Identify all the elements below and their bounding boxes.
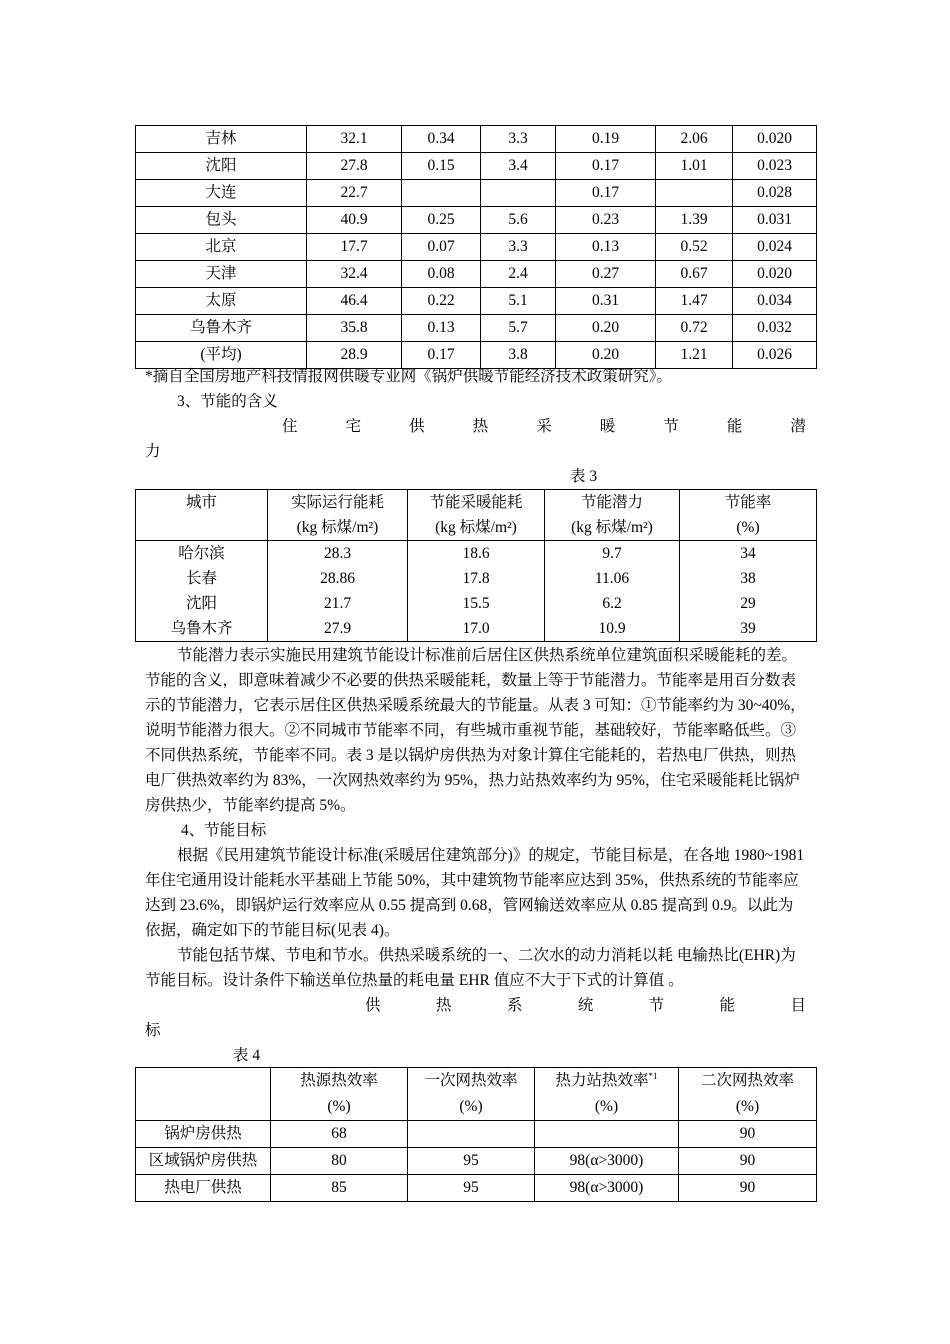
value-cell	[535, 1121, 679, 1148]
value-cell	[481, 180, 556, 207]
header-line-2: (%)	[459, 1098, 483, 1115]
column-header	[408, 1068, 535, 1121]
paragraph-energy-saving-meaning: 节能潜力表示实施民用建筑节能设计标准前后居住区供热系统单位建筑面积采暖能耗的差。节能的含义，即意味着减少不必要的供热采暖能耗，数量上等于节能潜力。节能率是用百分数表示的节能潜力，它表示居住区供热采暖系统最大的节能量。从表 3 可知：①节能率约为 30~40%，说明节能潜力很大。②不同城市节能率不同，有些城市重视节能，基础较好，节能率略低些。③不同供热系统，节能率不同。表 3 是以锅炉房供热为对象计算住宅能耗的，若热电厂供热，则热电厂供热效率约为 83%，一次网热效率约为 95%，热力站热效率约为 95%，住宅采暖能耗比锅炉房供热少，节能率约提高 5%。	[145, 647, 806, 814]
title-char: 供	[365, 997, 381, 1014]
title-char: 潜	[790, 418, 806, 435]
table-row	[136, 541, 817, 567]
value-cell: 3.4	[481, 153, 556, 180]
header-line-1: 热源热效率	[300, 1072, 378, 1089]
table-row	[136, 591, 817, 616]
value-cell: 40.9	[307, 207, 402, 234]
table-4-title-tail: 标	[145, 1022, 161, 1039]
column-header	[268, 490, 408, 541]
value-cell: 11.06	[545, 566, 680, 591]
value-cell: 0.08	[402, 261, 481, 288]
value-cell	[402, 180, 481, 207]
value-cell: 98(α>3000)	[535, 1175, 679, 1202]
header-line-1: 节能采暖能耗	[429, 494, 523, 511]
table-row	[136, 234, 817, 261]
header-line-1: 节能率	[724, 494, 772, 511]
header-line-2	[136, 515, 267, 540]
value-cell: 0.27	[556, 261, 656, 288]
title-char: 采	[536, 418, 552, 435]
header-line-1: 一次网热效率	[424, 1072, 518, 1089]
table-row	[136, 1175, 817, 1202]
table-4	[135, 1067, 817, 1202]
value-cell: 0.024	[733, 234, 817, 261]
table-row	[136, 566, 817, 591]
value-cell: 98(α>3000)	[535, 1148, 679, 1175]
value-cell: 0.19	[556, 126, 656, 153]
title-char: 节	[663, 418, 679, 435]
value-cell: 1.39	[656, 207, 733, 234]
value-cell: 0.17	[402, 342, 481, 369]
value-cell: 0.31	[556, 288, 656, 315]
table-row	[136, 1121, 817, 1148]
value-cell: 10.9	[545, 616, 680, 642]
value-cell: 34	[680, 541, 817, 567]
value-cell: 85	[271, 1175, 408, 1202]
column-header	[136, 490, 268, 541]
column-header	[545, 490, 680, 541]
title-char: 目	[790, 997, 806, 1014]
value-cell: 0.23	[556, 207, 656, 234]
value-cell: 2.06	[656, 126, 733, 153]
title-char: 住	[282, 418, 298, 435]
city-cell: 吉林	[136, 126, 307, 153]
city-cell: 包头	[136, 207, 307, 234]
value-cell: 17.8	[408, 566, 545, 591]
table-3-label: 表 3	[570, 468, 598, 485]
city-cell: 北京	[136, 234, 307, 261]
title-char: 暖	[599, 418, 616, 435]
header-line-1: 城市	[185, 494, 217, 511]
value-cell: 32.1	[307, 126, 402, 153]
value-cell: 46.4	[307, 288, 402, 315]
value-cell	[408, 1121, 535, 1148]
table-row	[136, 261, 817, 288]
value-cell: 0.25	[402, 207, 481, 234]
column-header	[679, 1068, 817, 1121]
header-line-1	[136, 1068, 270, 1093]
value-cell: 22.7	[307, 180, 402, 207]
value-cell: 0.17	[556, 180, 656, 207]
header-line-1: 节能潜力	[580, 494, 643, 511]
value-cell: 27.9	[268, 616, 408, 642]
row-label-cell: 乌鲁木齐	[136, 616, 268, 642]
value-cell: 32.4	[307, 261, 402, 288]
city-cell: 太原	[136, 288, 307, 315]
table-3-title-tail: 力	[145, 443, 161, 460]
value-cell: 28.9	[307, 342, 402, 369]
value-cell: 90	[679, 1121, 817, 1148]
title-char: 宅	[345, 418, 362, 435]
row-label-cell: 哈尔滨	[136, 541, 268, 567]
title-char: 供	[409, 418, 425, 435]
value-cell: 6.2	[545, 591, 680, 616]
title-char: 统	[577, 997, 594, 1014]
table-row	[136, 180, 817, 207]
city-cell: 天津	[136, 261, 307, 288]
table-row	[136, 616, 817, 642]
value-cell: 5.7	[481, 315, 556, 342]
header-line-2: (%)	[594, 1098, 619, 1115]
value-cell: 5.6	[481, 207, 556, 234]
table-row	[136, 315, 817, 342]
value-cell: 0.023	[733, 153, 817, 180]
title-char: 热	[472, 418, 489, 435]
value-cell: 0.34	[402, 126, 481, 153]
value-cell: 15.5	[408, 591, 545, 616]
value-cell: 0.020	[733, 126, 817, 153]
value-cell: 38	[680, 566, 817, 591]
value-cell: 0.034	[733, 288, 817, 315]
header-line-2: (kg 标煤/m²)	[435, 519, 517, 536]
header-line-2: (kg 标煤/m²)	[571, 519, 653, 536]
value-cell: 28.3	[268, 541, 408, 567]
city-cell: 沈阳	[136, 153, 307, 180]
table-row	[136, 153, 817, 180]
table-row	[136, 288, 817, 315]
value-cell: 68	[271, 1121, 408, 1148]
city-cell: 大连	[136, 180, 307, 207]
value-cell: 3.8	[481, 342, 556, 369]
city-cell: 乌鲁木齐	[136, 315, 307, 342]
header-row	[136, 490, 817, 541]
value-cell: 0.026	[733, 342, 817, 369]
column-header	[535, 1068, 679, 1121]
value-cell: 2.4	[481, 261, 556, 288]
value-cell: 80	[271, 1148, 408, 1175]
value-cell: 35.8	[307, 315, 402, 342]
value-cell	[656, 180, 733, 207]
table-2	[135, 125, 817, 369]
value-cell: 39	[680, 616, 817, 642]
header-row	[136, 1068, 817, 1121]
value-cell: 0.17	[556, 153, 656, 180]
column-header	[271, 1068, 408, 1121]
value-cell: 0.020	[733, 261, 817, 288]
row-label-cell: 热电厂供热	[136, 1175, 271, 1202]
title-char: 能	[726, 418, 743, 435]
header-line-2	[136, 1093, 270, 1119]
title-char: 节	[648, 997, 665, 1014]
value-cell: 0.72	[656, 315, 733, 342]
header-line-1: 热力站热效率$^{*1}$	[555, 1070, 658, 1089]
value-cell: 0.67	[656, 261, 733, 288]
value-cell: 90	[679, 1175, 817, 1202]
column-header	[408, 490, 545, 541]
paragraph-ehr: 节能包括节煤、节电和节水。供热采暖系统的一、二次水的动力消耗以耗 电输热比(EHR)为节能目标。设计条件下输送单位热量的耗电量 EHR 值应不大于下式的计算值 。	[145, 947, 796, 989]
value-cell: 0.028	[733, 180, 817, 207]
value-cell: 95	[408, 1175, 535, 1202]
row-label-cell: 区域锅炉房供热	[136, 1148, 271, 1175]
column-header	[136, 1068, 271, 1121]
title-char: 系	[506, 997, 523, 1014]
value-cell: 0.13	[402, 315, 481, 342]
value-cell: 1.01	[656, 153, 733, 180]
row-label-cell: 沈阳	[136, 591, 268, 616]
value-cell: 95	[408, 1148, 535, 1175]
value-cell: 27.8	[307, 153, 402, 180]
header-line-1: 实际运行能耗	[290, 494, 384, 511]
header-line-1: 二次网热效率	[700, 1072, 794, 1089]
value-cell: 1.21	[656, 342, 733, 369]
city-cell: (平均)	[136, 342, 307, 369]
value-cell: 3.3	[481, 234, 556, 261]
table-2-footnote: *摘自全国房地产科技情报网供暖专业网《锅炉供暖节能经济技术政策研究》。	[145, 368, 673, 385]
row-label-cell: 锅炉房供热	[136, 1121, 271, 1148]
value-cell: 0.20	[556, 342, 656, 369]
footnote-marker: *1	[648, 1070, 658, 1081]
value-cell: 17.0	[408, 616, 545, 642]
value-cell: 5.1	[481, 288, 556, 315]
value-cell: 1.47	[656, 288, 733, 315]
section-3-heading: 3、节能的含义	[177, 393, 278, 410]
table-row	[136, 126, 817, 153]
title-char: 热	[435, 997, 452, 1014]
paragraph-energy-saving-target: 根据《民用建筑节能设计标准(采暖居住建筑部分)》的规定，节能目标是，在各地 1980~1981 年住宅通用设计能耗水平基础上节能 50%，其中建筑物节能率应达到 35%，供热系统的节能率应达到 23.6%，即锅炉运行效率应从 0.55 提高到 0.68，管网输送效率应从 0.85 提高到 0.9。以此为依据，确定如下的节能目标(见表 4)。	[145, 847, 805, 939]
value-cell: 0.13	[556, 234, 656, 261]
value-cell: 3.3	[481, 126, 556, 153]
row-label-cell: 长春	[136, 566, 268, 591]
value-cell: 0.07	[402, 234, 481, 261]
value-cell: 0.20	[556, 315, 656, 342]
header-line-2: (kg 标煤/m²)	[296, 519, 379, 536]
value-cell: 29	[680, 591, 817, 616]
table-4-title	[365, 993, 806, 1018]
column-header	[680, 490, 817, 541]
value-cell: 21.7	[268, 591, 408, 616]
value-cell: 17.7	[307, 234, 402, 261]
header-line-2: (%)	[327, 1098, 351, 1115]
table-row	[136, 1148, 817, 1175]
value-cell: 0.15	[402, 153, 481, 180]
table-4-label: 表 4	[233, 1047, 261, 1064]
value-cell: 0.22	[402, 288, 481, 315]
section-4-heading: 4、节能目标	[181, 822, 267, 839]
value-cell: 0.031	[733, 207, 817, 234]
value-cell: 9.7	[545, 541, 680, 567]
header-line-2: (%)	[735, 1098, 760, 1115]
value-cell: 0.032	[733, 315, 817, 342]
value-cell: 18.6	[408, 541, 545, 567]
value-cell: 0.52	[656, 234, 733, 261]
value-cell: 28.86	[268, 566, 408, 591]
title-char: 能	[719, 997, 736, 1014]
header-line-2: (%)	[736, 519, 760, 536]
table-row	[136, 207, 817, 234]
value-cell: 90	[679, 1148, 817, 1175]
table-3-title	[282, 414, 806, 439]
table-3	[135, 489, 817, 642]
